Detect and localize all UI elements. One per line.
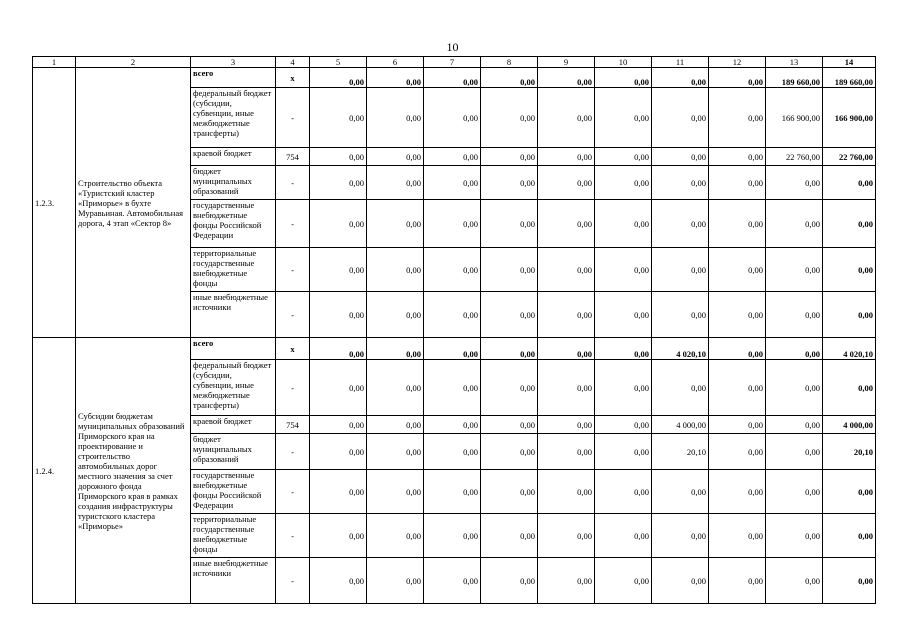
total-cell: 0,00 bbox=[823, 200, 876, 248]
value-cell-col-6: 0,00 bbox=[367, 470, 424, 514]
value-cell-col-11: 0,00 bbox=[652, 558, 709, 604]
value-cell-col-7: 0,00 bbox=[424, 434, 481, 470]
value-cell-col-6: 0,00 bbox=[367, 292, 424, 338]
value-cell-col-13: 166 900,00 bbox=[766, 88, 823, 148]
value-cell-col-7: 0,00 bbox=[424, 416, 481, 434]
header-col-14: 14 bbox=[823, 57, 876, 68]
value-cell-col-11: 0,00 bbox=[652, 68, 709, 88]
value-cell-col-10: 0,00 bbox=[595, 292, 652, 338]
value-cell-col-13: 0,00 bbox=[766, 338, 823, 360]
unit-code: х bbox=[276, 68, 310, 88]
value-cell-col-11: 0,00 bbox=[652, 88, 709, 148]
value-cell-col-12: 0,00 bbox=[709, 292, 766, 338]
funding-source: бюджет муниципальных образований bbox=[191, 434, 276, 470]
total-cell: 166 900,00 bbox=[823, 88, 876, 148]
value-cell-col-9: 0,00 bbox=[538, 558, 595, 604]
value-cell-col-12: 0,00 bbox=[709, 558, 766, 604]
total-cell: 0,00 bbox=[823, 514, 876, 558]
value-cell-col-6: 0,00 bbox=[367, 434, 424, 470]
total-cell: 0,00 bbox=[823, 558, 876, 604]
value-cell-col-12: 0,00 bbox=[709, 360, 766, 416]
header-row bbox=[33, 57, 876, 68]
value-cell-col-8: 0,00 bbox=[481, 166, 538, 200]
value-cell-col-9: 0,00 bbox=[538, 338, 595, 360]
value-cell-col-8: 0,00 bbox=[481, 360, 538, 416]
header-col-4: 4 bbox=[276, 57, 310, 68]
unit-code: - bbox=[276, 470, 310, 514]
value-cell-col-10: 0,00 bbox=[595, 416, 652, 434]
value-cell-col-11: 20,10 bbox=[652, 434, 709, 470]
value-cell-col-7: 0,00 bbox=[424, 470, 481, 514]
value-cell-col-8: 0,00 bbox=[481, 292, 538, 338]
value-cell-col-10: 0,00 bbox=[595, 558, 652, 604]
value-cell-col-5: 0,00 bbox=[310, 470, 367, 514]
value-cell-col-9: 0,00 bbox=[538, 68, 595, 88]
value-cell-col-7: 0,00 bbox=[424, 88, 481, 148]
header-col-5: 5 bbox=[310, 57, 367, 68]
header-col-3: 3 bbox=[191, 57, 276, 68]
value-cell-col-12: 0,00 bbox=[709, 470, 766, 514]
value-cell-col-6: 0,00 bbox=[367, 88, 424, 148]
value-cell-col-8: 0,00 bbox=[481, 338, 538, 360]
value-cell-col-6: 0,00 bbox=[367, 248, 424, 292]
value-cell-col-13: 0,00 bbox=[766, 166, 823, 200]
value-cell-col-12: 0,00 bbox=[709, 148, 766, 166]
header-col-10: 10 bbox=[595, 57, 652, 68]
value-cell-col-11: 0,00 bbox=[652, 292, 709, 338]
value-cell-col-5: 0,00 bbox=[310, 248, 367, 292]
value-cell-col-9: 0,00 bbox=[538, 360, 595, 416]
value-cell-col-9: 0,00 bbox=[538, 434, 595, 470]
funding-source: государственные внебюджетные фонды Российской Федерации bbox=[191, 470, 276, 514]
value-cell-col-13: 0,00 bbox=[766, 248, 823, 292]
value-cell-col-12: 0,00 bbox=[709, 514, 766, 558]
funding-source: всего bbox=[191, 68, 276, 88]
value-cell-col-11: 0,00 bbox=[652, 360, 709, 416]
value-cell-col-12: 0,00 bbox=[709, 248, 766, 292]
value-cell-col-11: 4 000,00 bbox=[652, 416, 709, 434]
value-cell-col-5: 0,00 bbox=[310, 148, 367, 166]
value-cell-col-8: 0,00 bbox=[481, 200, 538, 248]
unit-code: - bbox=[276, 558, 310, 604]
value-cell-col-6: 0,00 bbox=[367, 416, 424, 434]
value-cell-col-7: 0,00 bbox=[424, 68, 481, 88]
value-cell-col-5: 0,00 bbox=[310, 416, 367, 434]
funding-source: иные внебюджетные источники bbox=[191, 292, 276, 338]
value-cell-col-8: 0,00 bbox=[481, 470, 538, 514]
value-cell-col-13: 189 660,00 bbox=[766, 68, 823, 88]
value-cell-col-7: 0,00 bbox=[424, 292, 481, 338]
funding-source: территориальные государственные внебюджетные фонды bbox=[191, 514, 276, 558]
section-name: Субсидии бюджетам муниципальных образований Приморского края на проектирование и строительство автомобильных дорог местного значения за счет дорожного фонда Приморского края в рамках создания инфраструктуры туристского кластера «Приморье» bbox=[76, 338, 191, 604]
value-cell-col-5: 0,00 bbox=[310, 292, 367, 338]
value-cell-col-13: 0,00 bbox=[766, 360, 823, 416]
total-cell: 0,00 bbox=[823, 470, 876, 514]
unit-code: - bbox=[276, 248, 310, 292]
table-row-total bbox=[33, 68, 876, 88]
value-cell-col-11: 0,00 bbox=[652, 514, 709, 558]
value-cell-col-12: 0,00 bbox=[709, 416, 766, 434]
header-col-7: 7 bbox=[424, 57, 481, 68]
value-cell-col-9: 0,00 bbox=[538, 200, 595, 248]
value-cell-col-9: 0,00 bbox=[538, 166, 595, 200]
header-col-8: 8 bbox=[481, 57, 538, 68]
value-cell-col-6: 0,00 bbox=[367, 514, 424, 558]
value-cell-col-9: 0,00 bbox=[538, 88, 595, 148]
value-cell-col-9: 0,00 bbox=[538, 248, 595, 292]
value-cell-col-12: 0,00 bbox=[709, 434, 766, 470]
unit-code: - bbox=[276, 88, 310, 148]
page-number: 10 bbox=[446, 40, 459, 54]
value-cell-col-5: 0,00 bbox=[310, 68, 367, 88]
header-col-1: 1 bbox=[33, 57, 76, 68]
table-row-total bbox=[33, 338, 876, 360]
value-cell-col-12: 0,00 bbox=[709, 88, 766, 148]
header-col-6: 6 bbox=[367, 57, 424, 68]
funding-source: краевой бюджет bbox=[191, 148, 276, 166]
unit-code: 754 bbox=[276, 416, 310, 434]
value-cell-col-10: 0,00 bbox=[595, 68, 652, 88]
total-cell: 0,00 bbox=[823, 292, 876, 338]
section-name: Строительство объекта «Туристский кластер «Приморье» в бухте Муравьиная. Автомобильная дорога, 4 этап «Сектор 8» bbox=[76, 68, 191, 338]
value-cell-col-7: 0,00 bbox=[424, 338, 481, 360]
header-col-11: 11 bbox=[652, 57, 709, 68]
value-cell-col-5: 0,00 bbox=[310, 338, 367, 360]
value-cell-col-12: 0,00 bbox=[709, 166, 766, 200]
value-cell-col-8: 0,00 bbox=[481, 248, 538, 292]
value-cell-col-11: 0,00 bbox=[652, 148, 709, 166]
total-cell: 22 760,00 bbox=[823, 148, 876, 166]
value-cell-col-9: 0,00 bbox=[538, 514, 595, 558]
value-cell-col-12: 0,00 bbox=[709, 200, 766, 248]
value-cell-col-5: 0,00 bbox=[310, 434, 367, 470]
value-cell-col-13: 0,00 bbox=[766, 434, 823, 470]
value-cell-col-12: 0,00 bbox=[709, 338, 766, 360]
unit-code: - bbox=[276, 360, 310, 416]
funding-source: федеральный бюджет (субсидии, субвенции, иные межбюджетные трансферты) bbox=[191, 360, 276, 416]
value-cell-col-7: 0,00 bbox=[424, 200, 481, 248]
unit-code: 754 bbox=[276, 148, 310, 166]
total-cell: 4 020,10 bbox=[823, 338, 876, 360]
value-cell-col-8: 0,00 bbox=[481, 558, 538, 604]
section-code: 1.2.4. bbox=[33, 338, 76, 604]
value-cell-col-11: 4 020,10 bbox=[652, 338, 709, 360]
value-cell-col-10: 0,00 bbox=[595, 200, 652, 248]
funding-source: государственные внебюджетные фонды Российской Федерации bbox=[191, 200, 276, 248]
header-col-2: 2 bbox=[76, 57, 191, 68]
value-cell-col-11: 0,00 bbox=[652, 470, 709, 514]
funding-source: краевой бюджет bbox=[191, 416, 276, 434]
value-cell-col-13: 0,00 bbox=[766, 292, 823, 338]
value-cell-col-8: 0,00 bbox=[481, 416, 538, 434]
value-cell-col-8: 0,00 bbox=[481, 434, 538, 470]
value-cell-col-7: 0,00 bbox=[424, 360, 481, 416]
funding-source: иные внебюджетные источники bbox=[191, 558, 276, 604]
unit-code: - bbox=[276, 200, 310, 248]
header-col-12: 12 bbox=[709, 57, 766, 68]
unit-code: х bbox=[276, 338, 310, 360]
value-cell-col-13: 0,00 bbox=[766, 200, 823, 248]
value-cell-col-7: 0,00 bbox=[424, 514, 481, 558]
value-cell-col-5: 0,00 bbox=[310, 360, 367, 416]
value-cell-col-6: 0,00 bbox=[367, 148, 424, 166]
value-cell-col-5: 0,00 bbox=[310, 200, 367, 248]
funding-source: территориальные государственные внебюджетные фонды bbox=[191, 248, 276, 292]
value-cell-col-10: 0,00 bbox=[595, 434, 652, 470]
value-cell-col-6: 0,00 bbox=[367, 558, 424, 604]
budget-table bbox=[32, 56, 876, 604]
value-cell-col-9: 0,00 bbox=[538, 470, 595, 514]
value-cell-col-13: 0,00 bbox=[766, 514, 823, 558]
section-code: 1.2.3. bbox=[33, 68, 76, 338]
value-cell-col-5: 0,00 bbox=[310, 88, 367, 148]
value-cell-col-5: 0,00 bbox=[310, 166, 367, 200]
value-cell-col-12: 0,00 bbox=[709, 68, 766, 88]
value-cell-col-11: 0,00 bbox=[652, 166, 709, 200]
value-cell-col-13: 0,00 bbox=[766, 470, 823, 514]
value-cell-col-6: 0,00 bbox=[367, 166, 424, 200]
value-cell-col-11: 0,00 bbox=[652, 200, 709, 248]
total-cell: 20,10 bbox=[823, 434, 876, 470]
value-cell-col-13: 0,00 bbox=[766, 558, 823, 604]
value-cell-col-8: 0,00 bbox=[481, 148, 538, 166]
value-cell-col-7: 0,00 bbox=[424, 166, 481, 200]
unit-code: - bbox=[276, 434, 310, 470]
value-cell-col-7: 0,00 bbox=[424, 148, 481, 166]
value-cell-col-7: 0,00 bbox=[424, 248, 481, 292]
value-cell-col-9: 0,00 bbox=[538, 416, 595, 434]
value-cell-col-5: 0,00 bbox=[310, 514, 367, 558]
value-cell-col-10: 0,00 bbox=[595, 166, 652, 200]
value-cell-col-10: 0,00 bbox=[595, 360, 652, 416]
value-cell-col-8: 0,00 bbox=[481, 68, 538, 88]
unit-code: - bbox=[276, 292, 310, 338]
value-cell-col-6: 0,00 bbox=[367, 200, 424, 248]
value-cell-col-5: 0,00 bbox=[310, 558, 367, 604]
unit-code: - bbox=[276, 514, 310, 558]
value-cell-col-8: 0,00 bbox=[481, 88, 538, 148]
value-cell-col-7: 0,00 bbox=[424, 558, 481, 604]
value-cell-col-6: 0,00 bbox=[367, 360, 424, 416]
value-cell-col-10: 0,00 bbox=[595, 470, 652, 514]
funding-source: бюджет муниципальных образований bbox=[191, 166, 276, 200]
table-body bbox=[33, 68, 876, 604]
value-cell-col-10: 0,00 bbox=[595, 88, 652, 148]
funding-source: федеральный бюджет (субсидии, субвенции, иные межбюджетные трансферты) bbox=[191, 88, 276, 148]
value-cell-col-6: 0,00 bbox=[367, 338, 424, 360]
unit-code: - bbox=[276, 166, 310, 200]
funding-source: всего bbox=[191, 338, 276, 360]
value-cell-col-9: 0,00 bbox=[538, 292, 595, 338]
total-cell: 0,00 bbox=[823, 248, 876, 292]
total-cell: 189 660,00 bbox=[823, 68, 876, 88]
header-col-9: 9 bbox=[538, 57, 595, 68]
value-cell-col-9: 0,00 bbox=[538, 148, 595, 166]
value-cell-col-10: 0,00 bbox=[595, 514, 652, 558]
value-cell-col-11: 0,00 bbox=[652, 248, 709, 292]
total-cell: 0,00 bbox=[823, 166, 876, 200]
value-cell-col-10: 0,00 bbox=[595, 148, 652, 166]
value-cell-col-8: 0,00 bbox=[481, 514, 538, 558]
value-cell-col-10: 0,00 bbox=[595, 338, 652, 360]
value-cell-col-13: 22 760,00 bbox=[766, 148, 823, 166]
total-cell: 0,00 bbox=[823, 360, 876, 416]
header-col-13: 13 bbox=[766, 57, 823, 68]
value-cell-col-10: 0,00 bbox=[595, 248, 652, 292]
value-cell-col-13: 0,00 bbox=[766, 416, 823, 434]
value-cell-col-6: 0,00 bbox=[367, 68, 424, 88]
total-cell: 4 000,00 bbox=[823, 416, 876, 434]
